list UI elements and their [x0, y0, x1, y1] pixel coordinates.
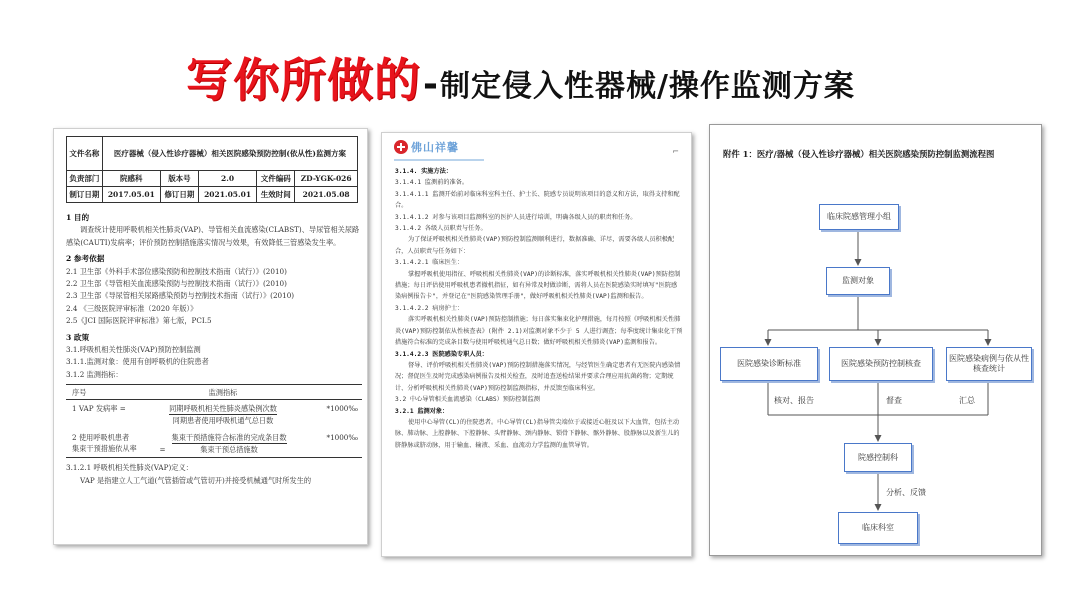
flowchart-connectors	[710, 125, 1042, 556]
metric-name-line1: 2 使用呼吸机患者	[72, 433, 130, 443]
metric-formula	[172, 432, 287, 455]
metric-multiplier: *1000‰	[326, 404, 358, 414]
metric-name: 1 VAP 发病率 =	[72, 404, 126, 414]
logo-underline	[394, 159, 484, 161]
rev-date-value: 2021.05.01	[199, 187, 257, 203]
tail-line: VAP 是指建立人工气道(气管插管或气管切开)并接受机械通气时所发生的	[80, 475, 312, 485]
metric-equals: =	[159, 445, 166, 455]
red-cross-icon	[394, 140, 408, 154]
metric-formula	[169, 403, 277, 426]
metric-row-vap	[66, 403, 362, 426]
node-compliance-stats: 医院感染病例与依从性核查统计	[946, 347, 1032, 381]
document-monitoring-plan	[53, 128, 368, 545]
document-info-table	[66, 136, 358, 203]
node-monitor-target: 监测对象	[826, 267, 890, 295]
metric-name	[66, 432, 144, 455]
tail-line: 3.1.2.1 呼吸机相关性肺炎(VAP)定义：	[66, 463, 193, 473]
hospital-logo	[394, 139, 459, 155]
paragraph: 掌握呼吸机使用指征、呼吸机相关性肺炎(VAP)的诊断标准，落实呼吸机相关性肺炎(VAP)预防控制措施；每日评估使用呼吸机患者撤机指征，如有异常及时做诊断，需将人员在医院感染实时填写"医院感染病例报告卡"，并登记在"医院感染管理手册"，做好呼吸机相关性肺炎(VAP)监测和报告。	[395, 270, 681, 301]
paragraph: 3.1.4.1.1 监测开始前对临床科室科主任、护士长、院感专员说明该项目的意义和方法，取得支持和配合。	[395, 190, 680, 210]
rev-date-label: 修订日期	[160, 187, 198, 203]
edge-label-report: 核对、报告	[774, 396, 814, 405]
flowchart-heading: 附件 1：医疗/器械（侵入性诊疗器械）相关医院感染预防控制监测流程图	[723, 149, 995, 159]
slide-title	[186, 44, 855, 107]
node-management-group: 临床院感管理小组	[819, 204, 899, 230]
title-subject: 制定侵入性器械/操作监测方案	[439, 69, 855, 104]
node-infection-office: 院感控制科	[844, 443, 912, 472]
made-date-value: 2017.05.01	[102, 187, 160, 203]
file-name-label: 文件名称	[67, 137, 103, 171]
version-label: 版本号	[160, 171, 198, 187]
document-implementation	[381, 132, 692, 557]
paragraph: 3.1.4.2.2 病房护士：	[395, 304, 464, 312]
reference-item: 2.5《JCI 国际医院评审标准》第七版，PCI.5	[66, 316, 212, 326]
dept-label: 负责部门	[67, 171, 103, 187]
edge-label-summary: 汇总	[959, 396, 975, 405]
metric-numerator: 同期呼吸机相关性肺炎感染例次数	[169, 404, 277, 414]
paragraph: 3.1.4.1.2 对参与该项目监测科室的医护人员进行培训，明确各级人员的职责和任务。	[395, 213, 637, 221]
section-references-heading: 2 参考依据	[66, 254, 105, 264]
hospital-logo-text: 佛山祥馨	[411, 141, 459, 154]
document-body	[66, 212, 362, 487]
made-date-label: 制订日期	[67, 187, 103, 203]
section-heading: 3.1.4.2.3 医院感染专职人员：	[395, 350, 488, 358]
node-control-check: 医院感染预防控制核查	[829, 347, 933, 381]
metric-denominator: 同期患者使用呼吸机通气总日数	[172, 416, 274, 426]
metric-indicator-header: 监测指标	[208, 388, 238, 398]
edge-label-feedback: 分析、反馈	[886, 488, 926, 497]
reference-item: 2.4 《三级医院评审标准（2020 年版）》	[66, 303, 198, 313]
metric-table-header	[66, 387, 362, 400]
reference-item: 2.3 卫生部《导尿管相关尿路感染预防与控制技术指南（试行）》(2010)	[66, 291, 295, 301]
policy-item: 3.1.2 监测指标：	[66, 369, 123, 379]
node-diagnosis-standard: 医院感染诊断标准	[720, 347, 818, 381]
metric-name-line2: 集束干预措施依从率	[72, 444, 137, 454]
metric-multiplier: *1000‰	[326, 433, 358, 443]
metric-table	[66, 384, 362, 458]
document-flowchart	[709, 124, 1042, 556]
paragraph: 落实呼吸机相关性肺炎(VAP)预防控制措施；每日落实集束化护理措施，每月按照《呼吸机相关性肺炎(VAP)预防控制依从性核查表》(附件 2.1)对监测对象不少于 5 人进行调查；每季度统计集束化干预措施符合标准的完成条目数与使用呼吸机通气总日数；做好呼吸机相关性肺炎(VAP)监测和报告。	[395, 316, 683, 347]
paragraph: 3.1.4.1 监测前的准备。	[395, 179, 469, 187]
dept-value: 院感科	[102, 171, 160, 187]
eff-date-label: 生效时间	[257, 187, 295, 203]
metric-denominator: 集束干预总措施数	[200, 445, 258, 455]
document-body	[395, 166, 683, 451]
metric-seq-header: 序号	[72, 388, 87, 398]
reference-item: 2.1 卫生部《外科手术部位感染预防和控制技术指南（试行）》(2010)	[66, 266, 287, 276]
node-clinical-dept: 临床科室	[838, 512, 918, 544]
edge-label-supervise: 督查	[886, 396, 902, 405]
code-value: ZD-YGK-026	[295, 171, 358, 187]
policy-item: 3.1.呼吸机相关性肺炎(VAP)预防控制监测	[66, 345, 201, 355]
paragraph: 3.1.4.2.1 临床医生：	[395, 259, 464, 267]
section-policy-heading: 3 政策	[66, 332, 90, 342]
title-dash: -	[423, 64, 438, 105]
section-purpose-heading: 1 目的	[66, 213, 90, 222]
section-heading: 3.1.4. 实施方法：	[395, 168, 453, 175]
reference-item: 2.2 卫生部《导管相关血流感染预防与控制技术指南（试行）》(2010)	[66, 279, 287, 289]
title-emphasis: 写你所做的	[186, 53, 421, 107]
policy-item: 3.1.1.监测对象：使用有创呼吸机的住院患者	[66, 357, 209, 367]
metric-row-bundle	[66, 432, 362, 455]
paragraph: 督导、评价呼吸机相关性肺炎(VAP)预防控制措施落实情况，与经管医生确定患者有无医院内感染情况；督促医生及时完成感染病例报告及相关检查，及时追查送检结果并要求合理应用抗菌药物；定期统计、分析呼吸机相关性肺炎(VAP)预防控制监测指标，并反馈至临床科室。	[395, 361, 681, 392]
section-heading: 3.2.1 监测对象：	[395, 407, 449, 415]
paragraph: 3.1.4.2 各级人员职责与任务。	[395, 225, 487, 233]
eff-date-value: 2021.05.08	[295, 187, 358, 203]
file-name-value: 医疗器械（侵入性诊疗器械）相关医院感染预防控制(依从性)监测方案	[102, 137, 357, 171]
paragraph: 3.2 中心导管相关血流感染（CLABS）预防控制监测	[395, 396, 540, 404]
paragraph: 使用中心导管(CL)的住院患者。中心导管(CL)指导管尖端位于或接近心脏及以下大血管，包括主动脉、肺动脉、上腔静脉、下腔静脉、头臂静脉、颈内静脉、锁骨下静脉、髂外静脉、股静脉以及新生儿的脐静脉或脐动脉，用于输血、输液、采血、血流动力学监测的血管导管。	[395, 418, 680, 449]
version-value: 2.0	[199, 171, 257, 187]
metric-numerator: 集束干预措施符合标准的完成条目数	[171, 433, 287, 443]
page-corner-mark-icon: ⌐	[672, 147, 679, 156]
paragraph: 为了保证呼吸机相关性肺炎(VAP)预防控制监测顺利进行，数据准确、详尽，需要各级人员积极配合，人员职责与任务如下：	[395, 236, 675, 255]
section-purpose-text: 调查统计使用呼吸机相关性肺炎(VAP)、导管相关血流感染(CLABST)、导尿管相关尿路感染(CAUTI)发病率；评价预防控制措施落实情况与效果，有效降低三管感染发生率。	[66, 225, 360, 247]
code-label: 文件编码	[257, 171, 295, 187]
